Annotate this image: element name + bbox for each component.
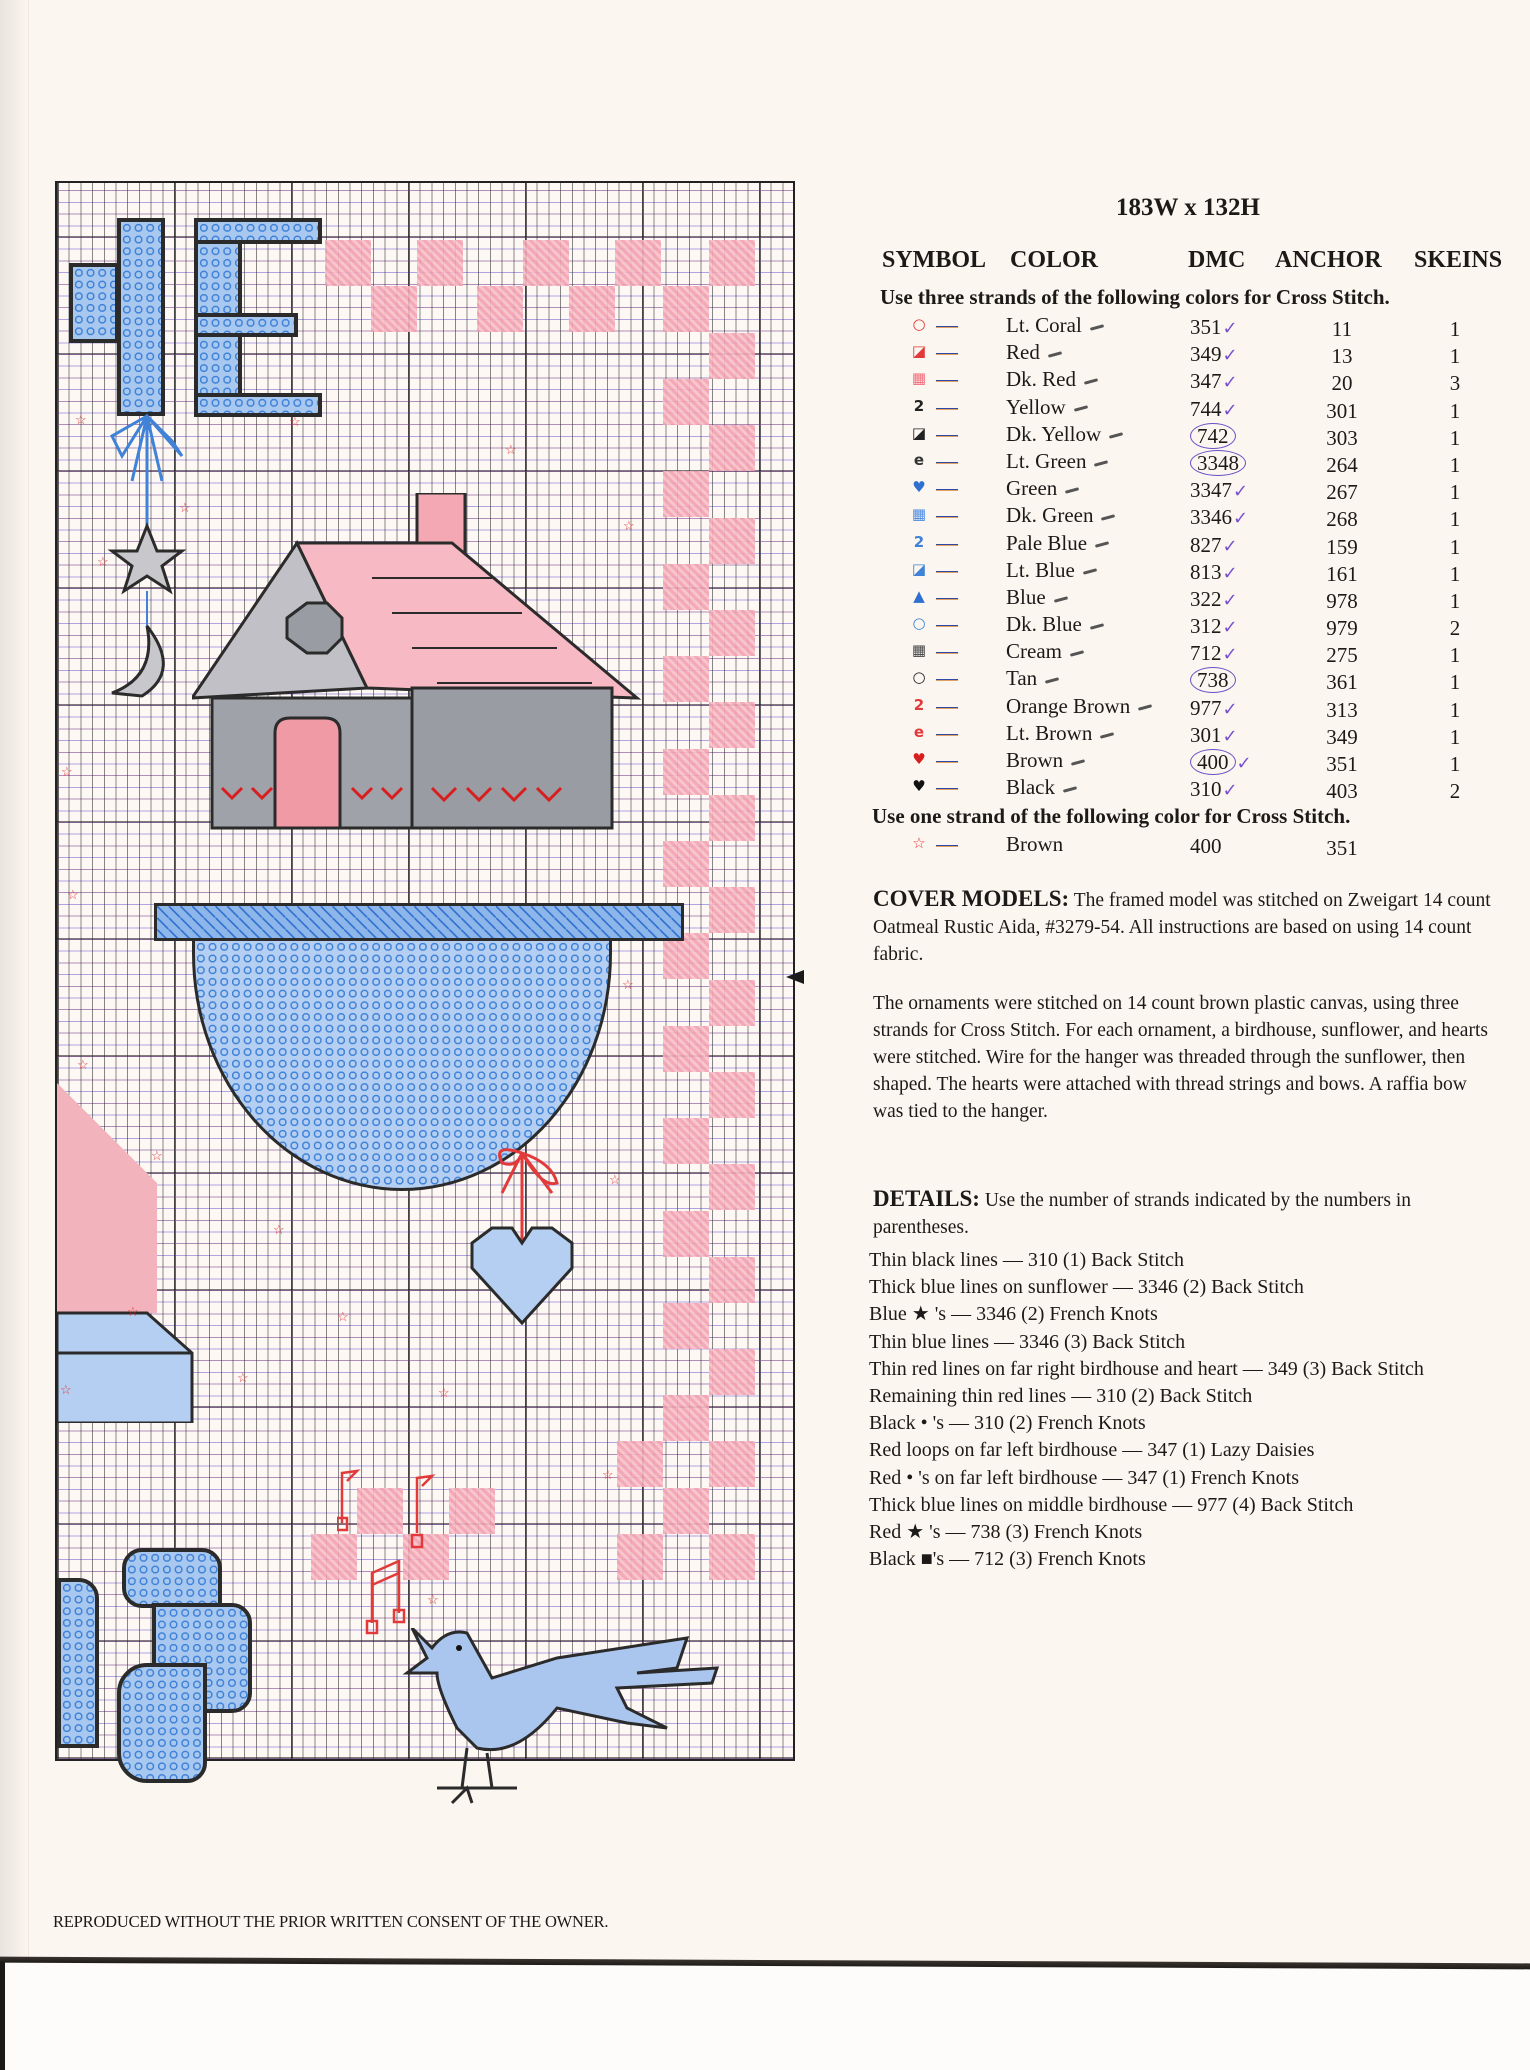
color-name: Brown <box>1006 748 1085 773</box>
letter-m-stem <box>117 218 165 416</box>
anchor-number: 264 <box>1326 452 1358 477</box>
checker-block <box>663 1395 709 1441</box>
anchor-number: 349 <box>1326 724 1358 749</box>
skein-count: 1 <box>1449 643 1461 668</box>
red-star-knot: ☆ <box>602 1467 614 1482</box>
anchor-number: 978 <box>1326 588 1358 613</box>
key-row <box>880 313 1520 340</box>
pen-mark-icon <box>1054 596 1068 603</box>
key-row <box>880 340 1520 367</box>
check-mark-icon: ✓ <box>1236 753 1252 774</box>
key-dash <box>936 679 958 681</box>
key-row <box>880 558 1520 585</box>
check-mark-icon: ✓ <box>1222 725 1238 747</box>
pen-mark-icon <box>1063 786 1077 793</box>
dmc-number: 322✓ <box>1190 586 1238 611</box>
checker-block <box>709 240 755 286</box>
details-item: Red loops on far left birdhouse — 347 (1) Lazy Daisies <box>869 1439 1315 1462</box>
details-item: Thick blue lines on middle birdhouse — 977 (4) Back Stitch <box>869 1493 1354 1516</box>
birdhouse-icon <box>192 493 732 853</box>
stitch-symbol-icon: ▲ <box>913 586 925 605</box>
letter-m-step <box>69 263 119 343</box>
checker-block <box>663 1211 709 1257</box>
checker-block <box>615 240 661 286</box>
dmc-number: 349✓ <box>1190 342 1238 367</box>
key-dash <box>936 489 958 491</box>
anchor-number: 161 <box>1326 561 1358 586</box>
key-row <box>880 775 1520 802</box>
check-mark-icon: ✓ <box>1222 698 1238 720</box>
color-name: Dk. Yellow <box>1006 422 1123 447</box>
skein-count: 1 <box>1449 452 1461 477</box>
stitch-symbol-icon: ○ <box>912 315 926 333</box>
key-row <box>880 449 1520 476</box>
singing-bird-icon <box>397 1628 747 1858</box>
skein-count: 1 <box>1449 697 1461 722</box>
anchor-number: 351 <box>1326 836 1358 861</box>
header-skeins: SKEINS <box>1414 247 1503 273</box>
letter-s-bottom <box>117 1663 207 1783</box>
dmc-number: 742 <box>1190 424 1260 449</box>
check-mark-icon: ✓ <box>1222 780 1238 802</box>
dmc-number: 400 ✓ <box>1190 750 1260 775</box>
details-item: Black • 's — 310 (2) French Knots <box>869 1412 1146 1435</box>
stitch-symbol-icon: 2 <box>913 532 925 551</box>
color-name: Blue <box>1006 585 1068 610</box>
key-row <box>880 666 1520 693</box>
skein-count: 1 <box>1449 344 1461 369</box>
red-star-knot: ☆ <box>179 500 191 515</box>
key-rows-one-strand <box>880 832 1520 859</box>
dmc-number: 310✓ <box>1190 777 1238 802</box>
red-star-knot: ☆ <box>60 1382 72 1397</box>
checker-block <box>617 1441 663 1487</box>
details-heading: DETAILS: <box>873 1186 980 1211</box>
red-star-knot: ☆ <box>237 1370 249 1385</box>
stitch-symbol-icon: 2 <box>913 695 925 714</box>
stitch-symbol-icon: ♥ <box>912 478 926 497</box>
red-star-knot: ☆ <box>127 1304 139 1319</box>
header-symbol: SYMBOL <box>882 247 987 273</box>
color-name: Lt. Brown <box>1006 721 1114 746</box>
details-item: Blue ★ 's — 3346 (2) French Knots <box>869 1303 1158 1326</box>
details-item: Thin blue lines — 3346 (3) Back Stitch <box>869 1330 1186 1353</box>
check-mark-icon: ✓ <box>1222 399 1238 421</box>
skein-count: 1 <box>1449 425 1461 450</box>
check-mark-icon: ✓ <box>1222 345 1238 367</box>
details-item: Thin black lines — 310 (1) Back Stitch <box>869 1249 1184 1271</box>
birdhouse-shelf <box>154 903 684 941</box>
stitch-symbol-icon: ◪ <box>911 423 927 442</box>
key-row <box>880 639 1520 666</box>
skein-count: 1 <box>1449 724 1461 749</box>
checker-block <box>709 1072 755 1118</box>
check-mark-icon: ✓ <box>1222 372 1238 394</box>
letter-e-top <box>194 218 322 244</box>
color-name: Cream <box>1006 639 1084 664</box>
skein-count: 1 <box>1449 507 1461 532</box>
red-star-knot: ☆ <box>77 1057 89 1072</box>
checker-block <box>709 425 755 471</box>
key-dash <box>936 788 958 790</box>
color-name: Lt. Blue <box>1006 558 1097 583</box>
dmc-number: 347✓ <box>1190 369 1238 394</box>
key-row <box>880 585 1520 612</box>
red-star-knot: ☆ <box>622 977 634 992</box>
dmc-number: 813✓ <box>1190 559 1238 584</box>
page-fold-shadow <box>0 0 29 1962</box>
key-row <box>880 503 1520 530</box>
details-item: Remaining thin red lines — 310 (2) Back Stitch <box>869 1385 1253 1408</box>
checker-block <box>663 1026 709 1072</box>
checker-block <box>663 1488 709 1534</box>
details-item: Black ■'s — 712 (3) French Knots <box>869 1548 1146 1571</box>
checker-block <box>325 240 371 286</box>
red-star-knot: ☆ <box>151 1148 163 1163</box>
anchor-number: 303 <box>1326 425 1358 450</box>
skein-count: 1 <box>1449 480 1461 505</box>
key-dash <box>936 380 958 382</box>
stitch-symbol-icon: e <box>913 450 925 469</box>
color-name: Dk. Blue <box>1006 612 1104 637</box>
pen-mark-icon <box>1094 460 1108 467</box>
red-star-knot: ☆ <box>337 1309 349 1324</box>
color-name: Brown <box>1006 832 1064 857</box>
checker-block <box>709 1534 755 1580</box>
header-dmc: DMC <box>1188 247 1246 273</box>
checker-block <box>709 1441 755 1487</box>
checker-block <box>417 240 463 286</box>
pen-mark-icon <box>1045 677 1059 684</box>
checker-block <box>709 1164 755 1210</box>
dmc-number: 301✓ <box>1190 722 1238 747</box>
section-one-strand-label: Use one strand of the following color for Cross Stitch. <box>872 804 1351 829</box>
color-name: Black <box>1006 775 1077 800</box>
stitch-symbol-icon: ◪ <box>911 342 927 361</box>
skein-count: 1 <box>1449 670 1461 695</box>
details-item: Thin red lines on far right birdhouse and heart — 349 (3) Back Stitch <box>869 1357 1424 1380</box>
key-dash <box>936 571 958 573</box>
stitch-symbol-icon: 2 <box>913 396 925 415</box>
checker-block <box>617 1534 663 1580</box>
red-star-knot: ☆ <box>97 554 109 569</box>
red-star-knot: ☆ <box>438 1385 450 1400</box>
pen-mark-icon <box>1101 514 1115 521</box>
checker-block <box>709 333 755 379</box>
dmc-number: 3346✓ <box>1190 505 1249 530</box>
check-mark-icon: ✓ <box>1222 562 1238 584</box>
key-row <box>880 367 1520 394</box>
checker-block <box>663 1118 709 1164</box>
color-name: Tan <box>1006 666 1059 691</box>
dmc-number: 3347✓ <box>1190 478 1249 503</box>
skein-count: 1 <box>1449 752 1461 776</box>
design-size: 183W x 132H <box>1116 194 1260 221</box>
color-name: Lt. Green <box>1006 449 1108 474</box>
anchor-number: 301 <box>1326 398 1358 423</box>
pen-mark-icon <box>1090 623 1104 630</box>
anchor-number: 20 <box>1331 371 1353 396</box>
anchor-number: 11 <box>1331 317 1353 341</box>
color-name: Dk. Red <box>1006 367 1098 392</box>
key-dash <box>936 408 958 410</box>
stitch-symbol-icon: ○ <box>912 668 926 687</box>
key-dash <box>936 462 958 464</box>
stitch-symbol-icon: ☆ <box>912 834 926 853</box>
binder-edge <box>0 1962 5 2070</box>
pen-mark-icon <box>1083 569 1097 576</box>
check-mark-icon: ✓ <box>1222 644 1238 666</box>
skein-count: 3 <box>1449 371 1461 396</box>
anchor-number: 268 <box>1326 507 1358 532</box>
red-star-knot: ☆ <box>427 1592 439 1607</box>
pen-mark-icon <box>1065 487 1079 494</box>
key-row <box>880 531 1520 558</box>
color-key-table <box>872 247 1520 861</box>
color-name: Lt. Coral <box>1006 313 1104 338</box>
key-row <box>880 612 1520 639</box>
check-mark-icon: ✓ <box>1233 481 1249 503</box>
red-star-knot: ☆ <box>67 887 79 902</box>
checker-block <box>663 286 709 332</box>
key-dash <box>936 734 958 736</box>
pen-mark-icon <box>1095 541 1109 548</box>
dmc-number: 3348 <box>1190 451 1260 476</box>
cover-models-heading: COVER MODELS: <box>873 886 1070 911</box>
details-item: Thick blue lines on sunflower — 3346 (2) Back Stitch <box>869 1276 1304 1299</box>
color-name: Green <box>1006 476 1079 501</box>
skein-count: 1 <box>1449 534 1461 559</box>
details-paragraph <box>873 1185 1498 1241</box>
details-intro: Use the number of strands indicated by the numbers in parentheses. <box>873 1190 1412 1238</box>
key-dash <box>936 845 958 847</box>
color-name: Dk. Green <box>1006 503 1115 528</box>
check-mark-icon: ✓ <box>1222 318 1238 339</box>
checker-block <box>477 286 523 332</box>
checker-block <box>709 980 755 1026</box>
stitch-symbol-icon: ♥ <box>912 750 926 768</box>
red-star-knot: ☆ <box>75 412 87 427</box>
key-row <box>880 832 1520 859</box>
anchor-number: 979 <box>1326 616 1358 641</box>
key-row <box>880 476 1520 503</box>
header-anchor: ANCHOR <box>1275 247 1382 273</box>
pen-mark-icon <box>1074 405 1088 412</box>
stitch-symbol-icon: ▦ <box>911 369 927 388</box>
details-item: Red • 's on far left birdhouse — 347 (1) French Knots <box>869 1466 1299 1489</box>
red-star-knot: ☆ <box>289 414 301 429</box>
pen-mark-icon <box>1071 759 1085 766</box>
skein-count: 2 <box>1449 616 1461 641</box>
pen-mark-icon <box>1109 433 1123 440</box>
key-dash <box>936 326 958 328</box>
checker-block <box>709 1349 755 1395</box>
anchor-number: 13 <box>1331 344 1353 369</box>
anchor-number: 361 <box>1326 670 1358 695</box>
dmc-number: 712✓ <box>1190 641 1238 666</box>
key-dash <box>936 544 958 546</box>
anchor-number: 159 <box>1326 534 1358 559</box>
key-row <box>880 694 1520 721</box>
stitch-symbol-icon: ▦ <box>911 505 927 524</box>
key-dash <box>936 761 958 763</box>
key-row <box>880 748 1520 775</box>
color-name: Yellow <box>1006 395 1088 420</box>
red-star-knot: ☆ <box>273 1222 285 1237</box>
pen-mark-icon <box>1070 650 1084 657</box>
checker-block <box>709 1257 755 1303</box>
check-mark-icon: ✓ <box>1222 535 1238 557</box>
cover-models-text: The framed model was stitched on Zweigart 14 count Oatmeal Rustic Aida, #3279-54. All instructions are based on using 14 count fabric. <box>873 890 1491 965</box>
pen-mark-icon <box>1084 378 1098 385</box>
anchor-number: 351 <box>1326 752 1358 776</box>
checker-block <box>569 286 615 332</box>
background-below-page <box>0 1962 1530 2070</box>
skein-count: 1 <box>1449 588 1461 613</box>
red-star-knot: ☆ <box>505 442 517 457</box>
details-list <box>869 1247 1509 1573</box>
cover-models-paragraph <box>873 885 1498 968</box>
color-name: Pale Blue <box>1006 531 1109 556</box>
checker-block <box>523 240 569 286</box>
color-name: Orange Brown <box>1006 694 1152 719</box>
stitch-symbol-icon: ♥ <box>912 777 926 796</box>
dmc-number: 312✓ <box>1190 614 1238 639</box>
dmc-number: 977✓ <box>1190 695 1238 720</box>
letter-bottom-m <box>57 1578 99 1748</box>
pen-mark-icon <box>1100 732 1114 739</box>
red-star-knot: ☆ <box>61 764 73 779</box>
pen-mark-icon <box>1090 324 1104 331</box>
checker-block <box>371 286 417 332</box>
heart-ornament-icon <box>462 1133 602 1333</box>
skein-count: 1 <box>1449 398 1461 423</box>
stitch-symbol-icon: ▦ <box>911 641 927 660</box>
red-star-knot: ☆ <box>609 1172 621 1187</box>
key-dash <box>936 353 958 355</box>
check-mark-icon: ✓ <box>1222 617 1238 639</box>
copyright-footer: REPRODUCED WITHOUT THE PRIOR WRITTEN CONSENT OF THE OWNER. <box>53 1912 609 1931</box>
check-mark-icon: ✓ <box>1222 589 1238 611</box>
pen-mark-icon <box>1138 705 1152 712</box>
checker-block <box>663 1303 709 1349</box>
letter-s-top <box>122 1548 222 1608</box>
anchor-number: 275 <box>1326 643 1358 668</box>
cross-stitch-chart <box>55 181 795 1761</box>
check-mark-icon: ✓ <box>1233 508 1249 530</box>
key-row <box>880 422 1520 449</box>
dmc-number: 738 <box>1190 668 1260 693</box>
pen-mark-icon <box>1048 351 1062 358</box>
music-notes-icon <box>337 1463 457 1643</box>
key-dash <box>936 516 958 518</box>
letter-e-mid <box>194 313 298 337</box>
center-arrow-marker <box>786 970 804 984</box>
skein-count: 1 <box>1449 561 1461 586</box>
stitch-symbol-icon: ○ <box>912 614 926 633</box>
dmc-number: 400 <box>1190 834 1222 859</box>
left-birdhouse-icon <box>57 1083 207 1423</box>
color-name: Red <box>1006 340 1062 365</box>
key-dash <box>936 625 958 627</box>
letter-e-bottom <box>194 393 322 417</box>
dmc-number: 744✓ <box>1190 396 1238 421</box>
stitch-symbol-icon: ◪ <box>911 559 927 578</box>
key-dash <box>936 652 958 654</box>
checker-block <box>663 379 709 425</box>
red-star-knot: ☆ <box>623 518 635 533</box>
skein-count: 1 <box>1449 317 1461 341</box>
anchor-number: 267 <box>1326 480 1358 505</box>
header-color: COLOR <box>1010 247 1099 273</box>
anchor-number: 313 <box>1326 697 1358 722</box>
dmc-number: 351✓ <box>1190 315 1238 339</box>
key-dash <box>936 435 958 437</box>
skein-count: 2 <box>1449 779 1461 804</box>
key-dash <box>936 598 958 600</box>
stitch-symbol-icon: e <box>913 722 925 741</box>
key-dash <box>936 707 958 709</box>
key-row <box>880 721 1520 748</box>
key-row <box>880 395 1520 422</box>
key-rows <box>880 313 1520 802</box>
details-item: Red ★ 's — 738 (3) French Knots <box>869 1521 1143 1544</box>
ornaments-paragraph: The ornaments were stitched on 14 count brown plastic canvas, using three strands for Cross Stitch. For each ornament, a birdhouse, sunflower, and hearts were stitched. Wire for the hanger was threaded through the sunflower, then shaped. The hearts were attached with thread strings and bows. A raffia bow was tied to the hanger. <box>873 993 1488 1122</box>
key-header-row <box>880 247 1520 283</box>
checker-block <box>709 887 755 933</box>
section-three-strands-label: Use three strands of the following colors for Cross Stitch. <box>880 285 1390 309</box>
anchor-number: 403 <box>1326 779 1358 804</box>
dmc-number: 827✓ <box>1190 532 1238 557</box>
